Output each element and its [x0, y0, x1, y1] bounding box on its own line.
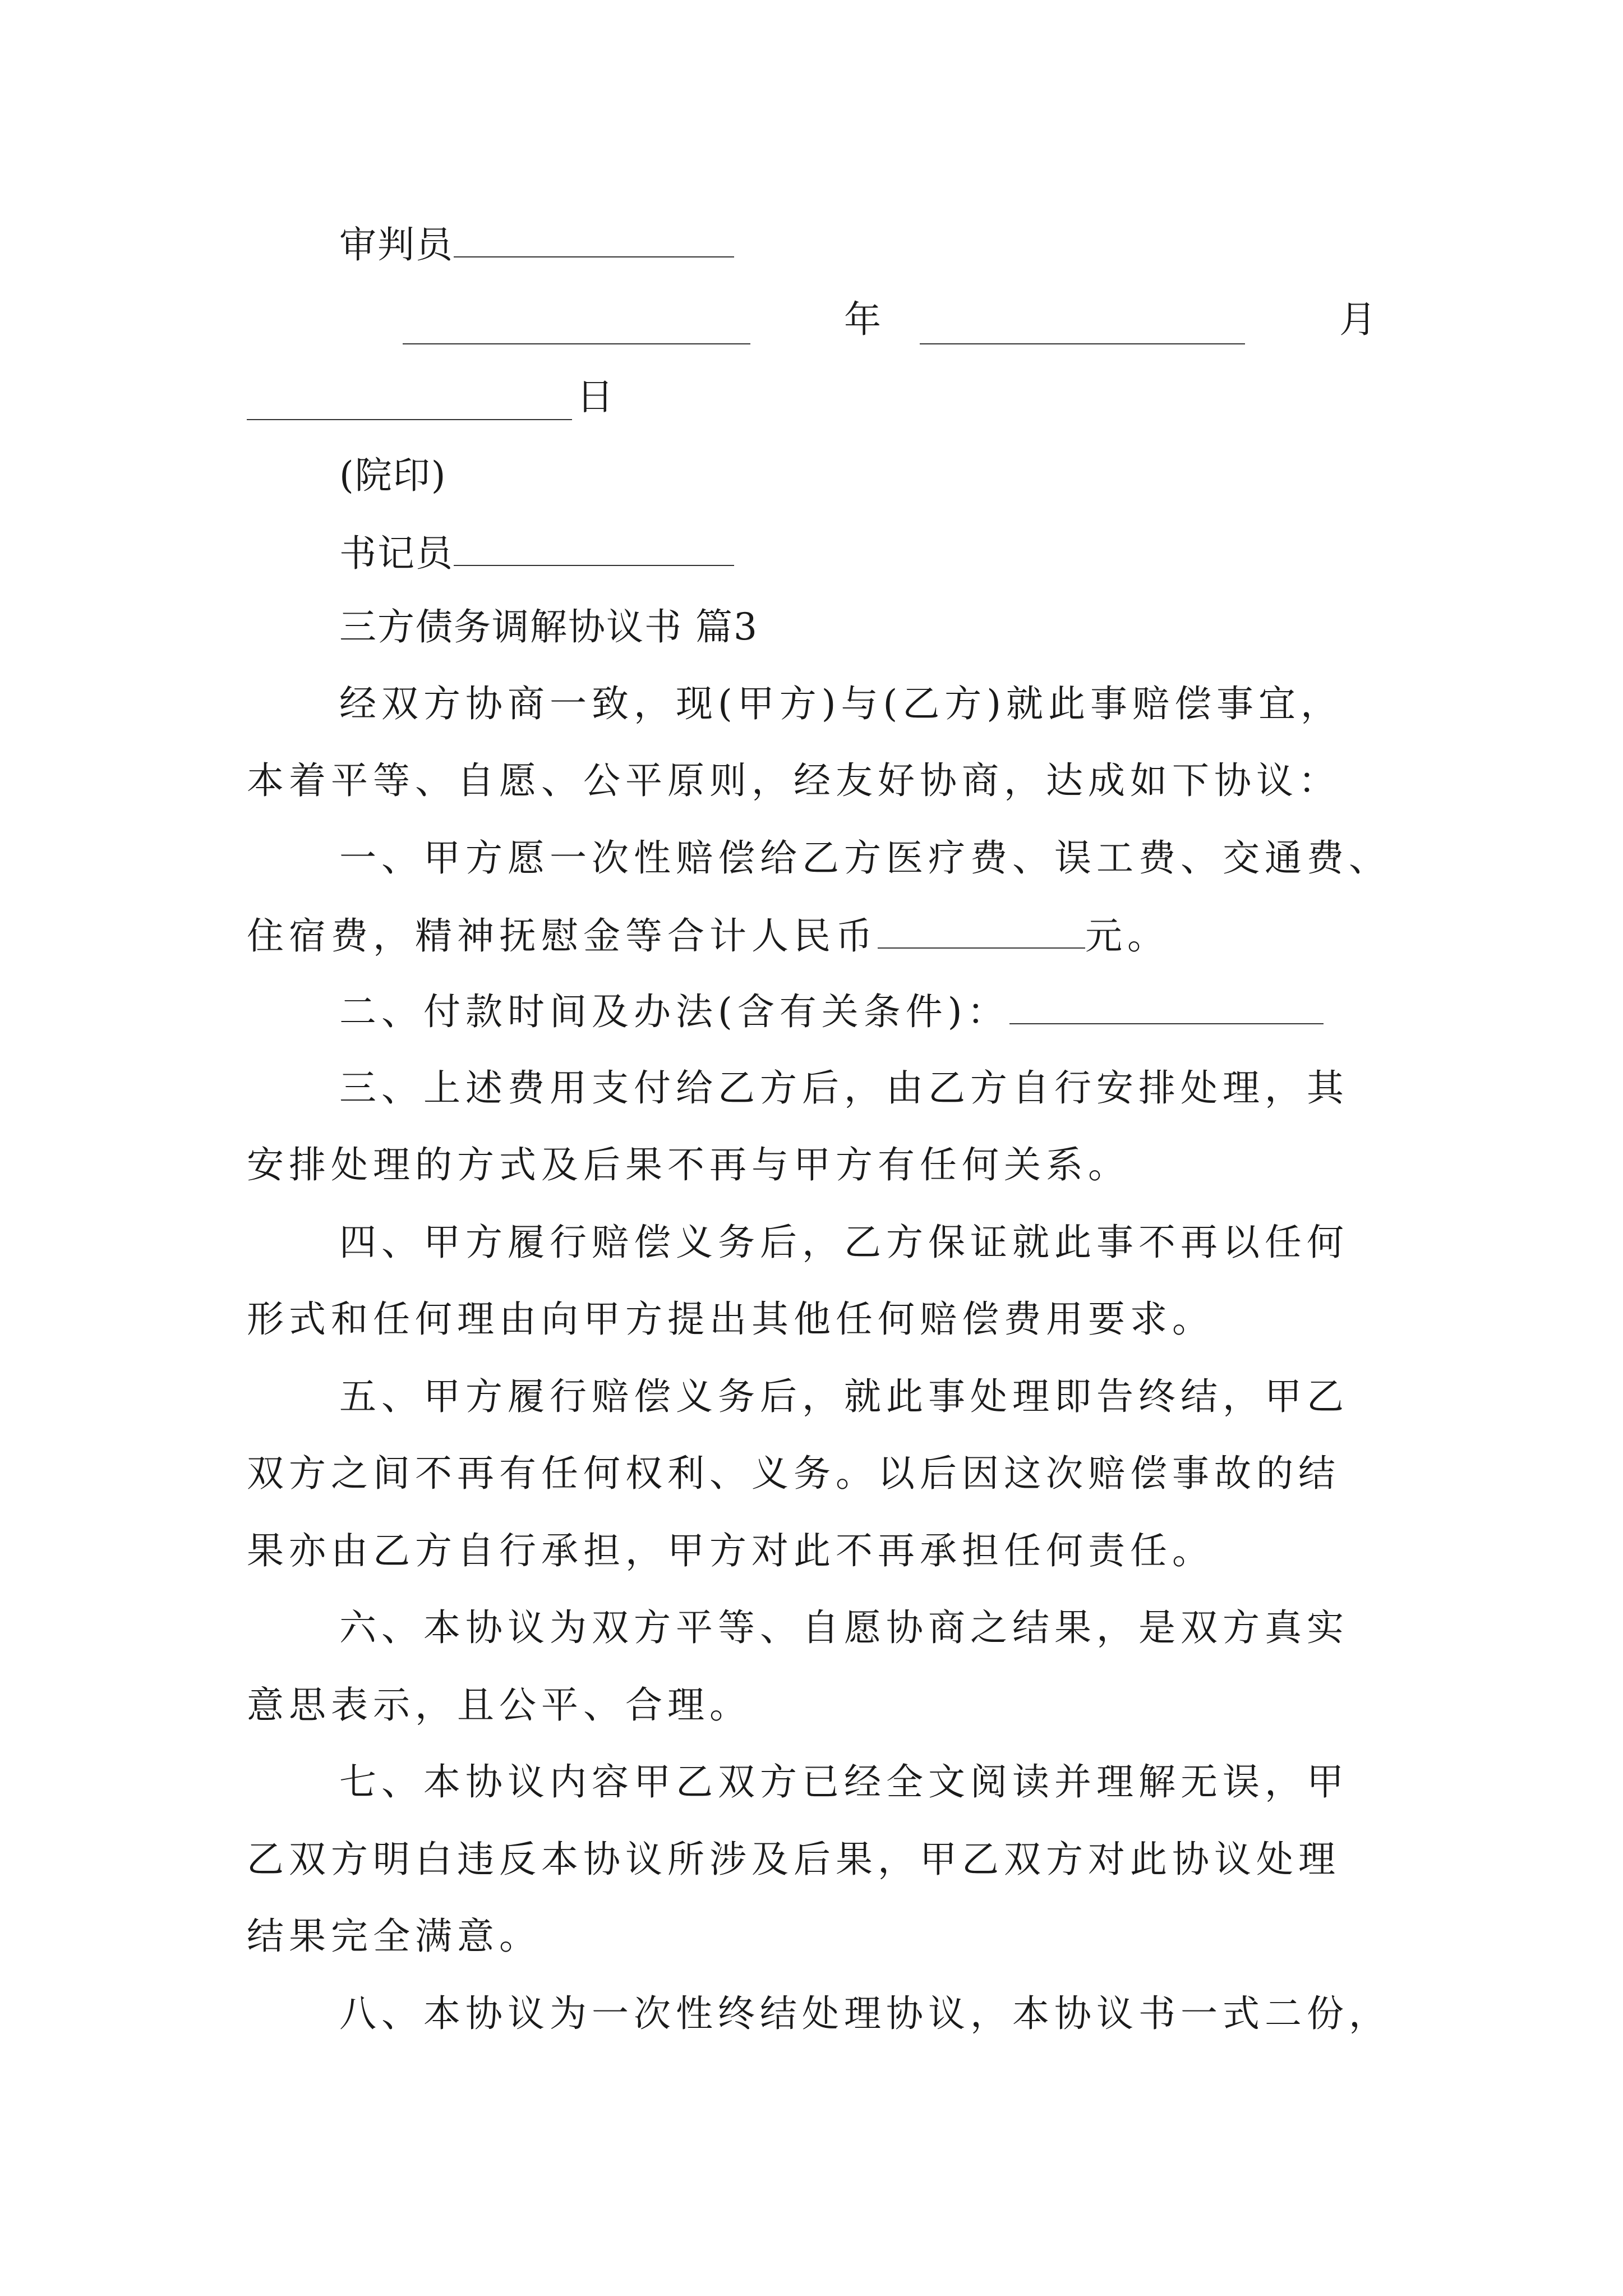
paragraph-line: 七、本协议内容甲乙双方已经全文阅读并理解无误，甲 [339, 1760, 1349, 1803]
paragraph-line: 四、甲方履行赔偿义务后，乙方保证就此事不再以任何 [339, 1221, 1349, 1264]
section-title: 三方债务调解协议书 篇3 [339, 605, 758, 648]
paragraph-line: 安排处理的方式及后果不再与甲方有任何关系。 [247, 1143, 1130, 1186]
paragraph-line [339, 988, 1324, 1034]
paragraph-line: 经双方协商一致，现(甲方)与(乙方)就此事赔偿事宜， [339, 682, 1343, 725]
judge-line [339, 222, 734, 268]
paragraph-line: 结果完全满意。 [247, 1915, 541, 1958]
paragraph-line: 果亦由乙方自行承担，甲方对此不再承担任何责任。 [247, 1529, 1214, 1572]
clerk-line [339, 530, 734, 576]
amount-unit: 元。 [1085, 914, 1169, 958]
paragraph-line: 八、本协议为一次性终结处理协议，本协议书一式二份， [339, 1992, 1391, 2035]
clerk-label: 书记员 [339, 532, 454, 575]
day-label: 日 [577, 375, 615, 418]
paragraph-line: 形式和任何理由向甲方提出其他任何赔偿费用要求。 [247, 1297, 1214, 1341]
amount-text: 住宿费，精神抚慰金等合计人民币 [247, 914, 878, 958]
year-blank [403, 342, 750, 344]
clerk-blank [454, 530, 734, 566]
paragraph-line: 乙双方明白违反本协议所涉及后果，甲乙双方对此协议处理 [247, 1838, 1340, 1881]
judge-label: 审判员 [339, 223, 454, 266]
paragraph-line: 五、甲方履行赔偿义务后，就此事处理即告终结，甲乙 [339, 1375, 1349, 1418]
payment-blank [1009, 988, 1324, 1024]
payment-text: 二、付款时间及办法(含有关条件)： [339, 990, 1009, 1033]
judge-blank [454, 222, 734, 257]
paragraph-line: 一、甲方愿一次性赔偿给乙方医疗费、误工费、交通费、 [339, 836, 1391, 880]
paragraph-line: 六、本协议为双方平等、自愿协商之结果，是双方真实 [339, 1606, 1349, 1649]
court-seal: (院印) [339, 454, 447, 497]
amount-blank [878, 913, 1085, 949]
paragraph-line: 双方之间不再有任何权利、义务。以后因这次赔偿事故的结 [247, 1452, 1340, 1495]
paragraph-line [247, 913, 1169, 959]
month-label: 月 [1339, 298, 1377, 341]
year-label: 年 [844, 298, 882, 341]
paragraph-line: 意思表示，且公平、合理。 [247, 1683, 751, 1727]
paragraph-line: 本着平等、自愿、公平原则，经友好协商，达成如下协议： [247, 759, 1340, 802]
month-blank [920, 342, 1245, 344]
paragraph-line: 三、上述费用支付给乙方后，由乙方自行安排处理，其 [339, 1066, 1349, 1110]
day-blank [247, 418, 572, 420]
